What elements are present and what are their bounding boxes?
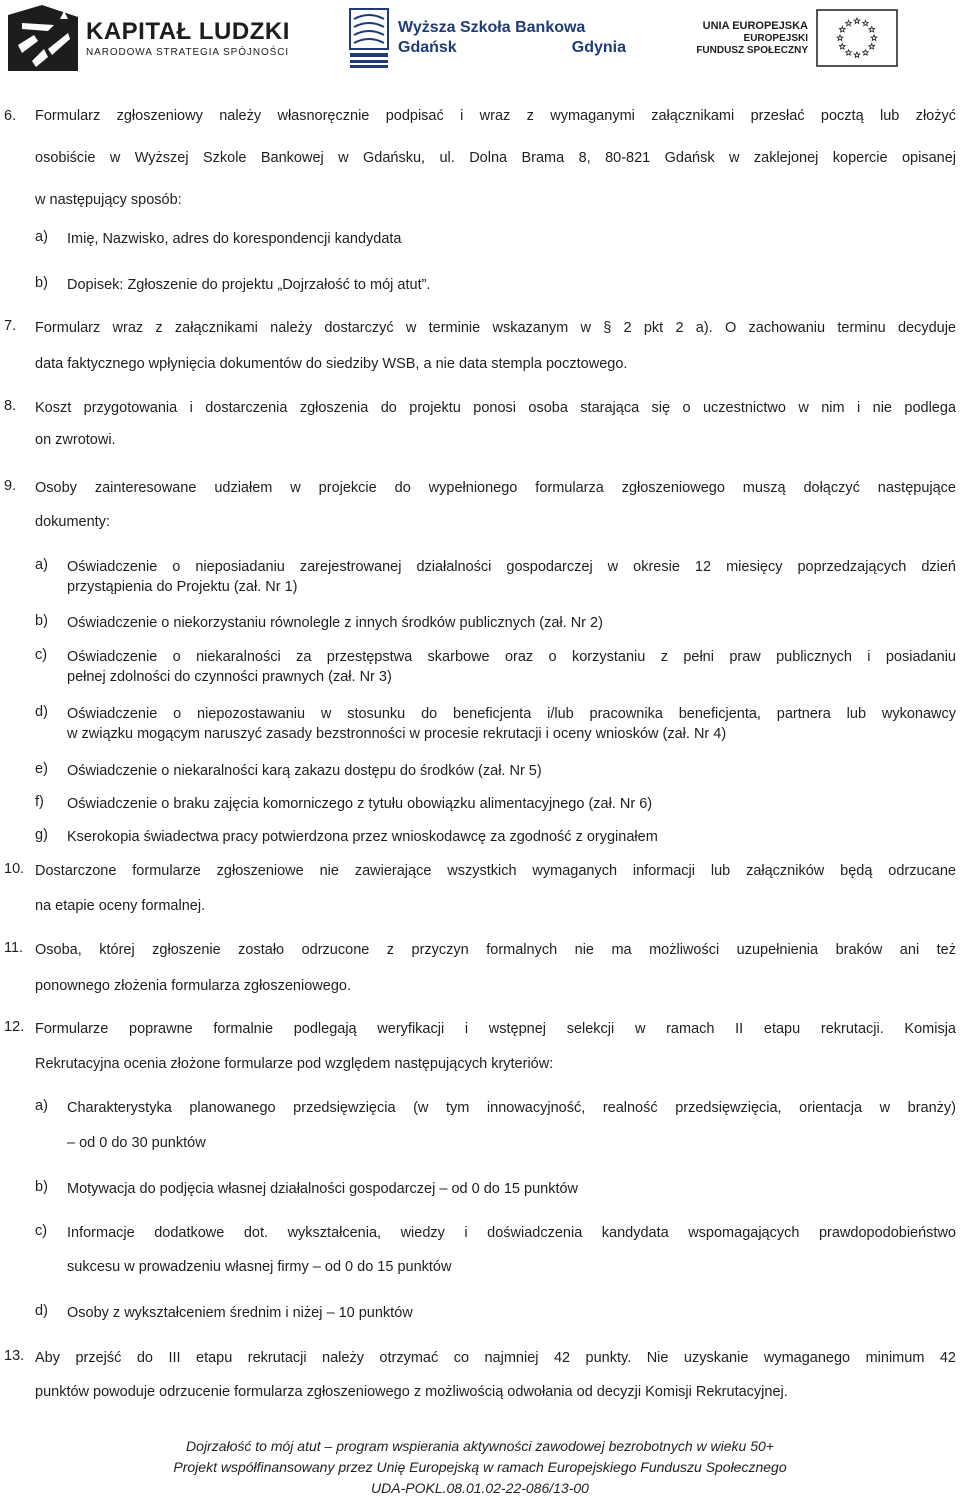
point-number: 7. <box>4 318 17 334</box>
point-text-line: na etapie oceny formalnej. <box>35 898 206 914</box>
item-label: c) <box>35 1223 48 1239</box>
point-text-line: osobiście w Wyższej Szkole Bankowej w Gdańsku, ul. Dolna Brama 8, 80-821 Gdańsk w zaklejonej kopercie opisanej <box>35 150 956 166</box>
page-footer <box>0 1436 960 1499</box>
item-text-line: – od 0 do 30 punktów <box>67 1135 206 1151</box>
kapital-ludzki-emblem-icon <box>8 5 78 71</box>
item-label: f) <box>35 794 44 810</box>
point-text-line: Formularz zgłoszeniowy należy własnoręcznie podpisać i wraz z wymaganymi załącznikami przesłać pocztą lub złożyć <box>35 108 956 124</box>
item-text-line: w związku mogącym naruszyć zasady bezstronności w procesie rekrutacji i oceny wniosków (zał. Nr 4) <box>67 726 727 742</box>
point-text-line: Aby przejść do III etapu rekrutacji należy otrzymać co najmniej 42 punkty. Nie uzyskanie wymaganego minimum 42 <box>35 1350 956 1366</box>
item-text: Motywacja do podjęcia własnej działalności gospodarczej – od 0 do 15 punktów <box>67 1181 579 1197</box>
point-text-line: Koszt przygotowania i dostarczenia zgłoszenia do projektu ponosi osoba starająca się o uczestnictwo w nim i nie podlega <box>35 400 956 416</box>
footer-project-number: UDA-POKL.08.01.02-22-086/13-00 <box>371 1480 589 1496</box>
point-text-line: Osoby zainteresowane udziałem w projekcie do wypełnionego formularza zgłoszeniowego muszą dołączyć następujące <box>35 480 956 496</box>
point-number: 6. <box>4 108 17 124</box>
footer-project-name: Dojrzałość to mój atut – program wspierania aktywności zawodowej bezrobotnych w wieku 50+ <box>186 1438 774 1454</box>
item-text-line: Oświadczenie o nieposiadaniu zarejestrowanej działalności gospodarczej w okresie 12 miesięcy poprzedzających dzień <box>67 559 956 575</box>
page-header <box>0 0 960 78</box>
wsb-logo <box>348 4 648 72</box>
point-text-line: ponownego złożenia formularza zgłoszeniowego. <box>35 978 351 994</box>
point-text-line: on zwrotowi. <box>35 432 116 448</box>
point-number: 9. <box>4 478 17 494</box>
kl-subtitle: NARODOWA STRATEGIA SPÓJNOŚCI <box>86 46 290 58</box>
item-label: d) <box>35 1303 48 1319</box>
item-label: g) <box>35 827 48 843</box>
point-text-line: w następujący sposób: <box>35 192 182 208</box>
eu-union-label: UNIA EUROPEJSKA <box>702 20 808 32</box>
item-label: b) <box>35 613 48 629</box>
wsb-city-gdynia: Gdynia <box>571 39 626 56</box>
item-text: Kserokopia świadectwa pracy potwierdzona przez wnioskodawcę za zgodność z oryginałem <box>67 829 658 845</box>
point-text-line: Osoba, której zgłoszenie zostało odrzucone z przyczyn formalnych nie ma możliwości uzupełnienia braków ani też <box>35 942 956 958</box>
point-text-line: dokumenty: <box>35 514 110 530</box>
item-label: a) <box>35 557 48 573</box>
eu-flag-icon <box>816 9 898 67</box>
point-text-line: Formularze poprawne formalnie podlegają weryfikacji i wstępnej selekcji w ramach II etapu rekrutacji. Komisja <box>35 1021 956 1037</box>
point-number: 10. <box>4 861 25 877</box>
item-text: Dopisek: Zgłoszenie do projektu „Dojrzałość to mój atut”. <box>67 277 431 293</box>
item-text: Oświadczenie o niekorzystaniu równolegle z innych środków publicznych (zał. Nr 2) <box>67 615 603 631</box>
item-text-line: sukcesu w prowadzeniu własnej firmy – od 0 do 15 punktów <box>67 1259 452 1275</box>
item-text-line: Charakterystyka planowanego przedsięwzięcia (w tym innowacyjność, realność przedsięwzięcia, orientacja w branży) <box>67 1100 956 1116</box>
item-label: a) <box>35 229 48 245</box>
point-number: 8. <box>4 398 17 414</box>
point-text-line: data faktycznego wpłynięcia dokumentów do siedziby WSB, a nie data stempla pocztowego. <box>35 356 628 372</box>
wsb-city-gdansk: Gdańsk <box>398 39 457 56</box>
point-text-line: punktów powoduje odrzucenie formularza zgłoszeniowego z możliwością odwołania od decyzji Komisji Rekrutacyjnej. <box>35 1384 788 1400</box>
item-label: a) <box>35 1098 48 1114</box>
item-text: Oświadczenie o niekaralności karą zakazu dostępu do środków (zał. Nr 5) <box>67 763 542 779</box>
point-text-line: Rekrutacyjna ocenia złożone formularze pod względem następujących kryteriów: <box>35 1056 554 1072</box>
item-label: b) <box>35 1179 48 1195</box>
footer-cofinancing: Projekt współfinansowany przez Unię Europejską w ramach Europejskiego Funduszu Społecznego <box>173 1459 787 1475</box>
wsb-name: Wyższa Szkoła Bankowa <box>398 19 586 36</box>
item-label: b) <box>35 275 48 291</box>
item-label: c) <box>35 647 48 663</box>
kl-title: KAPITAŁ LUDZKI <box>86 17 290 45</box>
item-text-line: pełnej zdolności do czynności prawnych (zał. Nr 3) <box>67 669 392 685</box>
wsb-crest-icon <box>348 7 390 69</box>
item-text-line: przystąpienia do Projektu (zał. Nr 1) <box>67 579 298 595</box>
eu-fund-label-1: EUROPEJSKI <box>743 33 808 44</box>
point-number: 13. <box>4 1348 25 1364</box>
item-text-line: Oświadczenie o niekaralności za przestępstwa skarbowe oraz o korzystaniu z pełni praw publicznych i posiadaniu <box>67 649 956 665</box>
item-label: e) <box>35 761 48 777</box>
item-text: Oświadczenie o braku zajęcia komorniczego z tytułu obowiązku alimentacyjnego (zał. Nr 6) <box>67 796 653 812</box>
eu-logo <box>682 4 912 72</box>
point-number: 12. <box>4 1019 25 1035</box>
item-text-line: Oświadczenie o niepozostawaniu w stosunku do beneficjenta i/lub pracownika beneficjenta, partnera lub wykonawcy <box>67 706 956 722</box>
point-text-line: Dostarczone formularze zgłoszeniowe nie zawierające wszystkich wymaganych informacji lub załączników będą odrzucane <box>35 863 956 879</box>
item-text: Osoby z wykształceniem średnim i niżej – 10 punktów <box>67 1305 413 1321</box>
kapital-ludzki-logo <box>8 4 308 72</box>
item-label: d) <box>35 704 48 720</box>
item-text: Imię, Nazwisko, adres do korespondencji kandydata <box>67 231 402 247</box>
eu-fund-label-2: FUNDUSZ SPOŁECZNY <box>696 45 808 56</box>
item-text-line: Informacje dodatkowe dot. wykształcenia, wiedzy i doświadczenia kandydata wspomagających prawdopodobieństwo <box>67 1225 956 1241</box>
point-number: 11. <box>4 940 24 956</box>
point-text-line: Formularz wraz z załącznikami należy dostarczyć w terminie wskazanym w § 2 pkt 2 a). O zachowaniu terminu decyduje <box>35 320 956 336</box>
